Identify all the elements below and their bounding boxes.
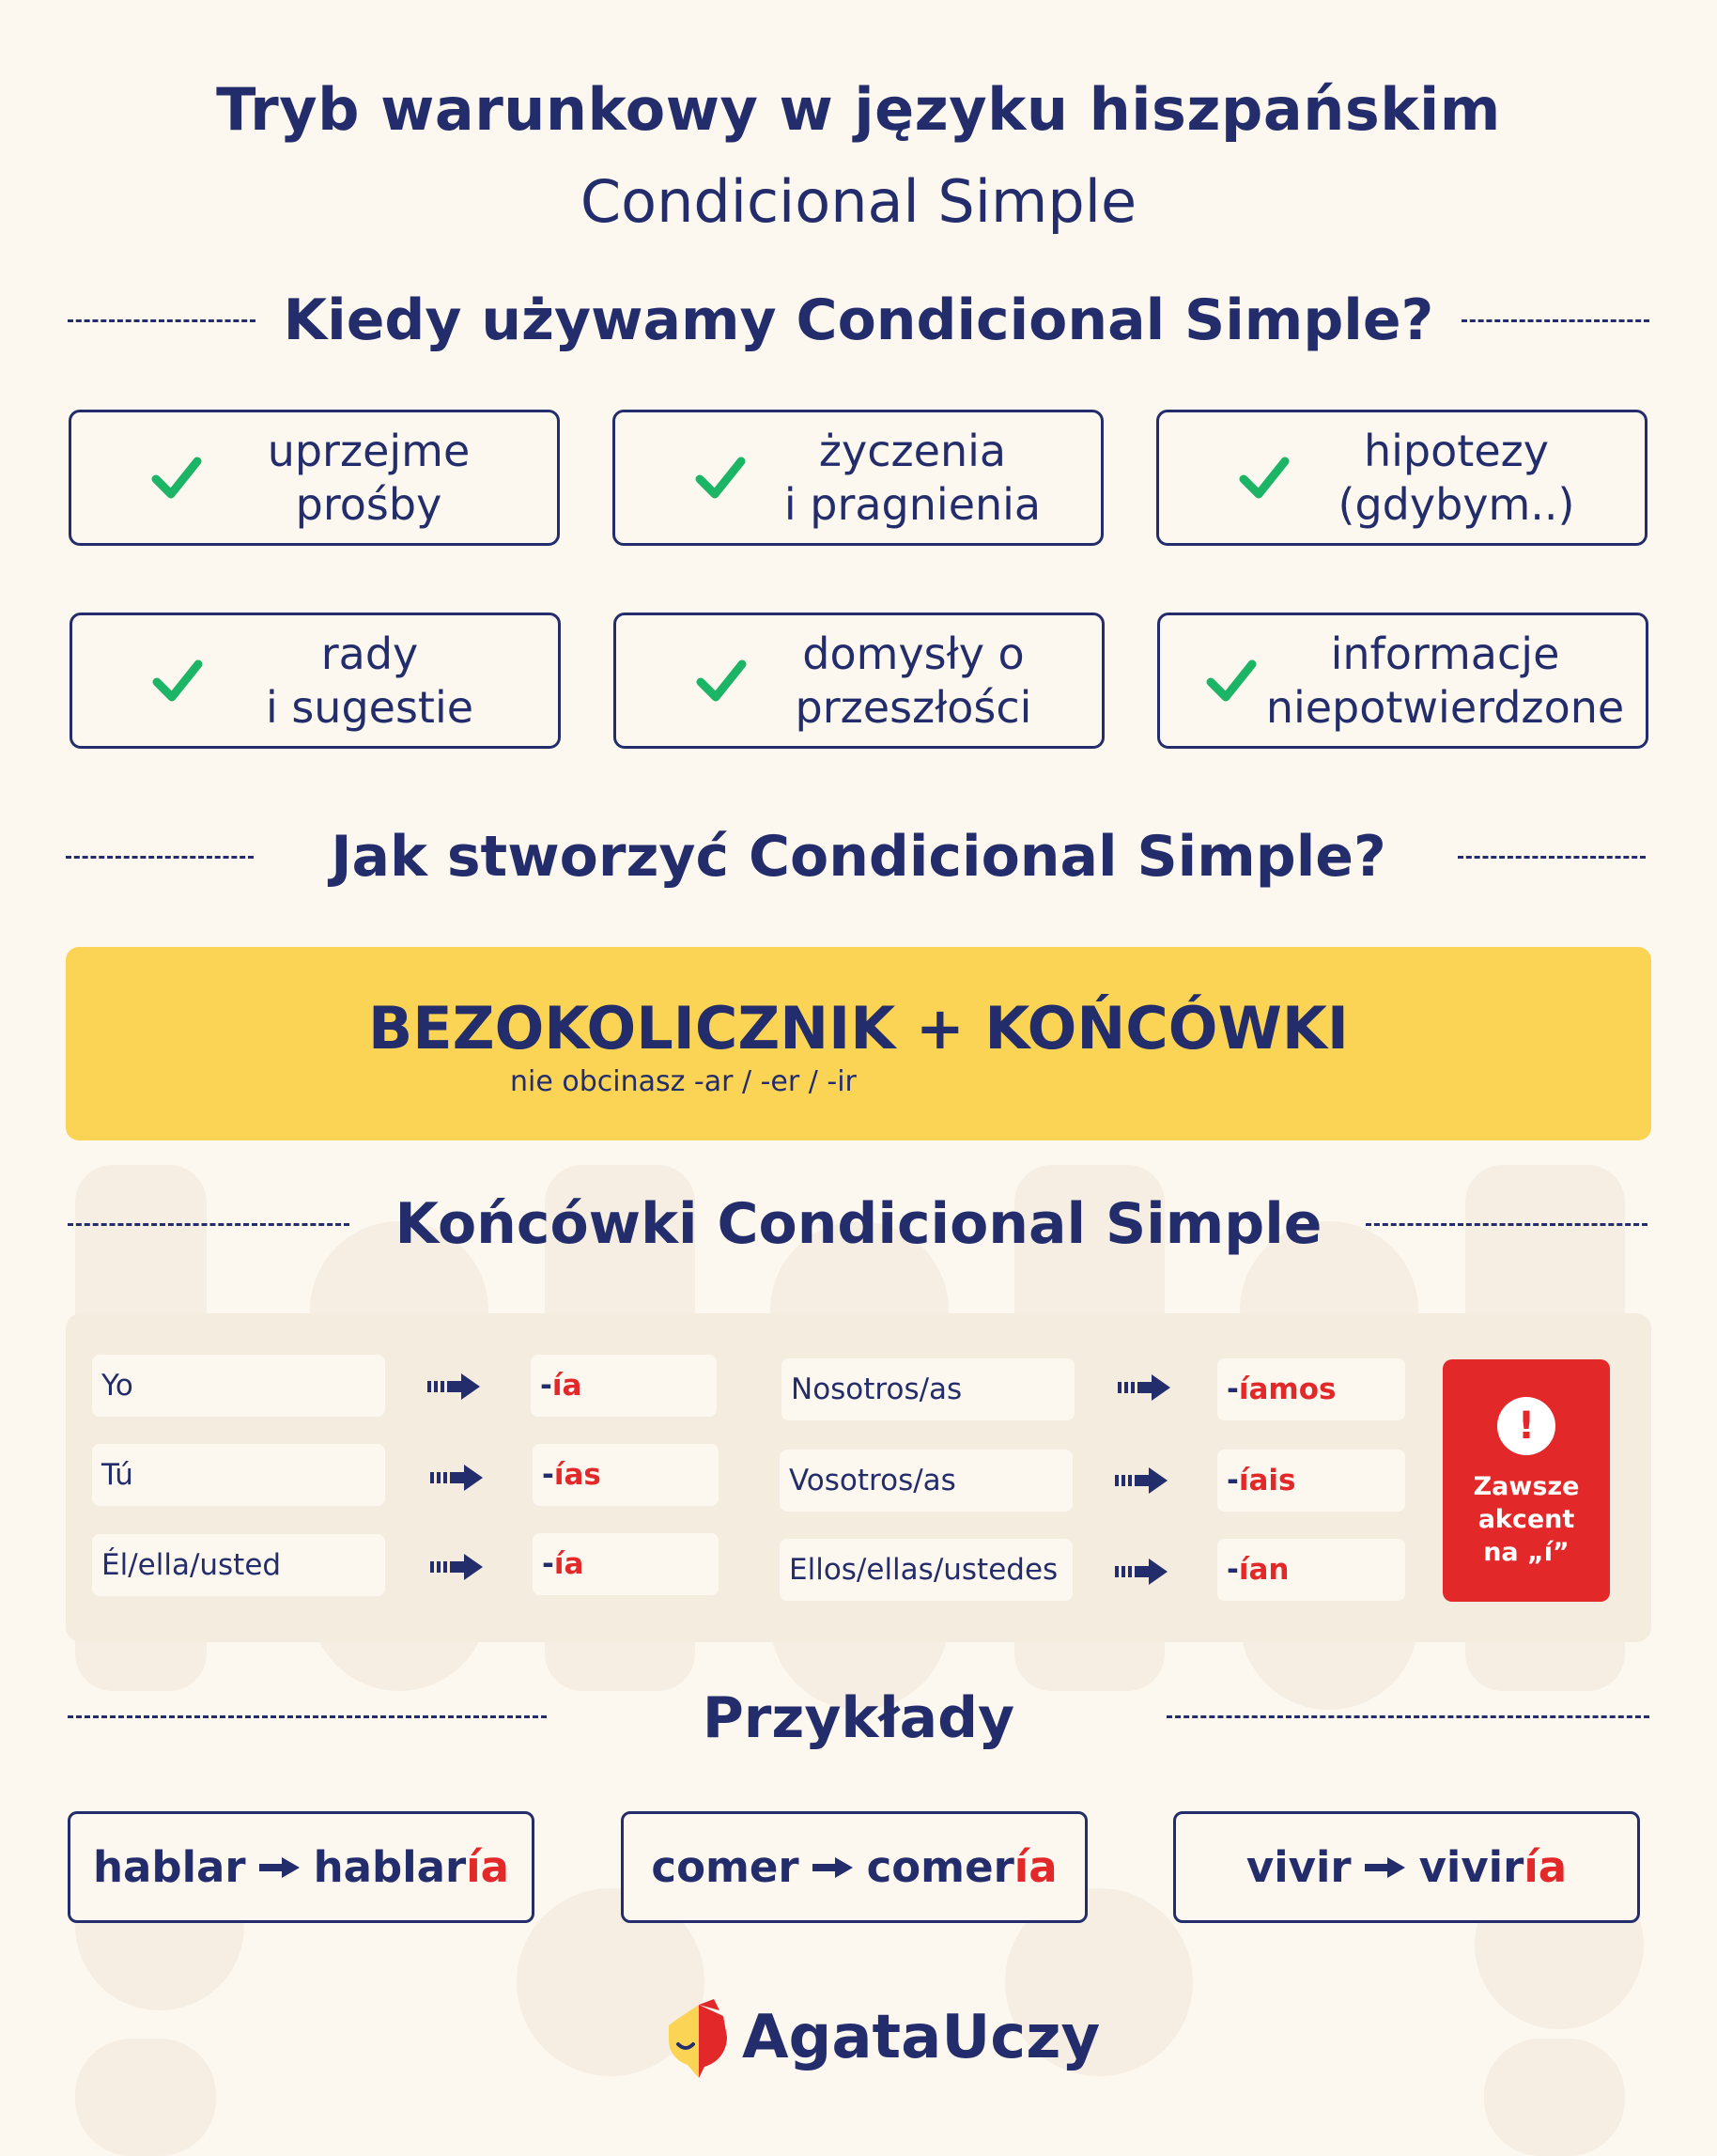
ending-cell: - ía (533, 1533, 719, 1595)
ending-cell: - íais (1217, 1450, 1405, 1512)
arrow-right-icon (812, 1856, 854, 1879)
ending-cell: - ían (1217, 1539, 1405, 1601)
example-card (68, 1811, 534, 1923)
use-label: rady i sugestie (265, 628, 474, 733)
ending-value: ían (1238, 1553, 1290, 1587)
use-card (1156, 410, 1647, 546)
ending-cell: - íamos (1217, 1358, 1405, 1420)
arrow-right-icon (1115, 1466, 1169, 1495)
section-heading-when: Kiedy używamy Condicional Simple? (283, 287, 1434, 353)
formula-note: nie obcinasz -ar / -er / -ir (510, 1065, 857, 1098)
example-infinitive: comer (651, 1842, 799, 1892)
example-ending: ía (1013, 1842, 1058, 1892)
formula-banner (66, 947, 1651, 1140)
example-infinitive: vivir (1245, 1842, 1352, 1892)
example-stem: vivir (1418, 1842, 1524, 1892)
ending-value: ía (551, 1369, 582, 1403)
section-heading-endings: Końcówki Condicional Simple (394, 1191, 1323, 1257)
use-label: hipotezy (gdybym..) (1338, 425, 1575, 530)
example-infinitive: hablar (92, 1842, 246, 1892)
arrow-right-icon (1118, 1373, 1172, 1402)
page-subtitle: Condicional Simple (580, 167, 1137, 236)
use-card (69, 410, 560, 546)
use-label: informacje niepotwierdzone (1265, 628, 1625, 733)
example-card (621, 1811, 1088, 1923)
use-card (1157, 613, 1648, 749)
arrow-right-icon (430, 1553, 485, 1581)
checkmark-icon (148, 450, 205, 506)
pronoun-cell: Ellos/ellas/ustedes (780, 1539, 1073, 1601)
example-stem: comer (866, 1842, 1014, 1892)
use-card (70, 613, 561, 749)
use-label: życzenia i pragnienia (783, 425, 1042, 530)
ending-value: ía (553, 1547, 584, 1581)
pronoun-cell: Vosotros/as (780, 1450, 1073, 1512)
page-title: Tryb warunkowy w języku hiszpańskim (216, 75, 1501, 144)
ending-cell: - ía (531, 1355, 717, 1417)
pronoun-cell: Yo (92, 1355, 385, 1417)
ending-cell: - ías (533, 1444, 719, 1506)
arrow-right-icon (427, 1373, 482, 1401)
section-heading-examples: Przykłady (702, 1685, 1015, 1751)
formula-text: BEZOKOLICZNIK + KOŃCÓWKI (368, 994, 1349, 1062)
ending-value: íais (1238, 1464, 1296, 1497)
agatauczy-logo-icon (667, 1997, 729, 2078)
exclamation-icon: ! (1497, 1397, 1555, 1455)
brand-name: AgataUczy (742, 2003, 1101, 2072)
use-card (613, 613, 1105, 749)
checkmark-icon (1236, 450, 1292, 506)
ending-value: íamos (1238, 1373, 1337, 1406)
accent-alert-badge (1443, 1359, 1610, 1602)
arrow-right-icon (430, 1464, 485, 1492)
use-label: uprzejme prośby (267, 425, 471, 530)
ending-value: ías (553, 1458, 601, 1492)
checkmark-icon (1203, 653, 1260, 709)
checkmark-icon (693, 653, 750, 709)
example-stem: hablar (313, 1842, 467, 1892)
example-card (1173, 1811, 1640, 1923)
pronoun-cell: Tú (92, 1444, 385, 1506)
use-label: domysły o przeszłości (795, 628, 1032, 733)
pronoun-cell: Él/ella/usted (92, 1534, 385, 1596)
arrow-right-icon (1115, 1558, 1169, 1586)
alert-text: Zawsze akcent na „í” (1473, 1472, 1580, 1567)
use-card (612, 410, 1104, 546)
section-heading-how: Jak stworzyć Condicional Simple? (331, 824, 1386, 890)
pronoun-cell: Nosotros/as (781, 1358, 1075, 1420)
example-ending: ía (466, 1842, 509, 1892)
arrow-right-icon (259, 1856, 301, 1879)
arrow-right-icon (1365, 1856, 1406, 1879)
checkmark-icon (692, 450, 749, 506)
checkmark-icon (149, 653, 206, 709)
example-ending: ía (1524, 1842, 1568, 1892)
